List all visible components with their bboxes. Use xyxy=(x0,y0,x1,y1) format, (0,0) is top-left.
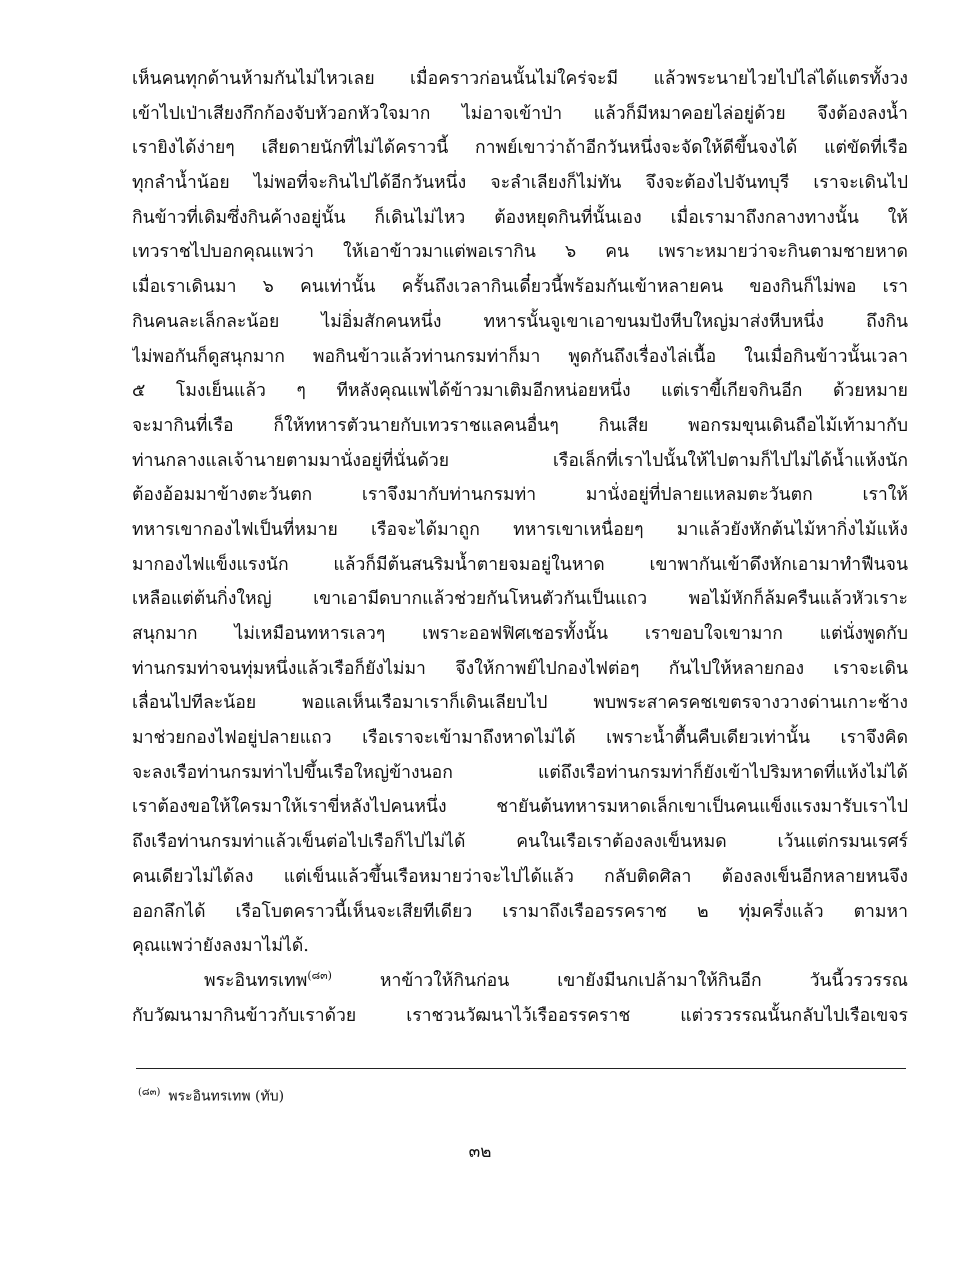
footnote-reference[interactable]: (๘๓) xyxy=(307,969,332,983)
text-line: ๕ โมงเย็นแล้ว ๆ ทีหลังคุณแพได้ข้าวมาเติมอีกหน่อยหนึ่ง แต่เราขี้เกียจกินอีก ด้วยหมาย xyxy=(132,381,908,402)
text-line: เมื่อเราเดินมา ๖ คนเท่านั้น ครั้นถึงเวลากินเดี๋ยวนี้พร้อมกันเข้าหลายคน ของกินก็ไม่พอ เรา xyxy=(132,277,908,298)
footnote-text: พระอินทรเทพ (ทับ) xyxy=(168,1088,285,1105)
text-line: เหลือแต่ต้นกิ่งใหญ่ เขาเอามีดบากแล้วช่วยกันโหนตัวกันเป็นแถว พอไม้หักก็ล้มครืนแล้วหัวเราะ xyxy=(132,589,908,610)
text-line: เรายิงได้ง่ายๆ เสียดายนักที่ไม่ได้คราวนี้ กาพย์เขาว่าถ้าอีกวันหนึ่งจะจัดให้ดีขึ้นจงได้ แต่ขัดที่เรือ xyxy=(132,138,908,159)
text-line: เลื่อนไปทีละน้อย พอแลเห็นเรือมาเราก็เดินเลียบไป พบพระสาครคชเขตรจางวางด่านเกาะช้าง xyxy=(132,693,908,714)
text-line: ท่านกลางแลเจ้านายตามมานั่งอยู่ที่นั่นด้วย เรือเล็กที่เราไปนั้นให้ไปตามก็ไปไม่ได้น้ำแห้งนัก xyxy=(132,450,908,471)
text-line: ออกลึกได้ เรือโบตคราวนี้เห็นจะเสียทีเดียว เรามาถึงเรืออรรคราช ๒ ทุ่มครึ่งแล้ว ตามหา xyxy=(132,901,908,922)
paragraph-2-first-line xyxy=(132,964,908,999)
text-line: ทุกลำน้ำน้อย ไม่พอที่จะกินไปได้อีกวันหนึ่ง จะลำเลียงก็ไม่ทัน จึงจะต้องไปจันทบุรี เราจะเดินไป xyxy=(132,173,908,194)
text-line: เข้าไปเป่าเสียงกึกก้องจับหัวอกหัวใจมาก ไม่อาจเข้าป่า แล้วก็มีหมาคอยไล่อยู่ด้วย จึงต้องลงน้ำ xyxy=(132,103,908,124)
paragraph-2-start: พระอินทรเทพ xyxy=(204,970,308,991)
text-line: คุณแพว่ายังลงมาไม่ได้. xyxy=(132,936,309,957)
page-number: ๓๒ xyxy=(468,1142,492,1162)
text-line: สนุกมาก ไม่เหมือนทหารเลวๆ เพราะออฟฟิศเชอรทั้งนั้น เราขอบใจเขามาก แต่นั่งพูดกับ xyxy=(132,624,908,644)
text-line: กินข้าวที่เดิมซึ่งกินค้างอยู่นั้น ก็เดินไม่ไหว ต้องหยุดกินที่นั้นเอง เมื่อเรามาถึงกลางทางนั้น ให้ xyxy=(132,207,908,228)
footnote-mark: (๘๓) xyxy=(138,1087,161,1098)
text-line: ถึงเรือท่านกรมท่าแล้วเข็นต่อไปเรือก็ไปไม่ได้ คนในเรือเราต้องลงเข็นหมด เว้นแต่กรมนเรศร์ xyxy=(132,832,908,853)
text-line: ไม่พอกันก็ดูสนุกมาก พอกินข้าวแล้วท่านกรมท่าก็มา พูดกันถึงเรื่องไล่เนื้อ ในเมื่อกินข้าวนั้นเวลา xyxy=(132,346,908,367)
text-line: จะลงเรือท่านกรมท่าไปขึ้นเรือใหญ่ข้างนอก แต่ถึงเรือท่านกรมท่าก็ยังเข้าไปริมหาดที่แห้งไม่ได้ xyxy=(132,762,908,783)
text-line: เทวราชไปบอกคุณแพว่า ให้เอาข้าวมาแต่พอเรากิน ๖ คน เพราะหมายว่าจะกินตามชายหาด xyxy=(132,242,908,263)
text-line: ต้องอ้อมมาข้างตะวันตก เราจึงมากับท่านกรมท่า มานั่งอยู่ที่ปลายแหลมตะวันตก เราให้ xyxy=(132,485,908,506)
text-line: จะมากินที่เรือ ก็ให้ทหารตัวนายกับเทวราชแลคนอื่นๆ กินเสีย พอกรมขุนเดินถือไม้เท้ามากับ xyxy=(132,415,908,436)
text-line: มากองไฟแข็งแรงนัก แล้วก็มีต้นสนริมน้ำตายจมอยู่ในหาด เขาพากันเข้าดึงหักเอามาทำฟืนจน xyxy=(132,554,908,575)
text-line: กับวัฒนามากินข้าวกับเราด้วย เราชวนวัฒนาไว้เรืออรรคราช แต่วรวรรณนั้นกลับไปเรือเขจร xyxy=(132,1005,908,1026)
text-line: ท่านกรมท่าจนทุ่มหนึ่งแล้วเรือก็ยังไม่มา จึงให้กาพย์ไปกองไฟต่อๆ กันไปให้หลายกอง เราจะเดิน xyxy=(132,658,908,679)
paragraph-2-rest: หาข้าวให้กินก่อน เขายังมีนกเปล้ามาให้กินอีก วันนี้วรวรรณ xyxy=(331,970,908,991)
footnote-divider xyxy=(136,1068,906,1069)
text-line: คนเดียวไม่ได้ลง แต่เข็นแล้วขึ้นเรือหมายว่าจะไปได้แล้ว กลับติดศิลา ต้องลงเข็นอีกหลายหนจึง xyxy=(132,866,908,887)
text-line: เห็นคนทุกด้านห้ามกันไม่ไหวเลย เมื่อคราวก่อนนั้นไม่ใคร่จะมี แล้วพระนายไวยไปไล่ได้แตรทั้งวง xyxy=(132,69,908,89)
text-line: ทหารเขากองไฟเป็นที่หมาย เรือจะได้มาถูก ทหารเขาเหนื่อยๆ มาแล้วยังหักต้นไม้หากิ่งไม้แห้ง xyxy=(132,519,908,540)
text-line: กินคนละเล็กละน้อย ไม่อิ่มสักคนหนึ่ง ทหารนั้นจูเขาเอาขนมปังหีบใหญ่มาส่งหีบหนึ่ง ถึงกิน xyxy=(132,311,908,332)
footnote xyxy=(138,1085,284,1108)
text-line: เราต้องขอให้ใครมาให้เราขี่หลังไปคนหนึ่ง ชายันต้นทหารมหาดเล็กเขาเป็นคนแข็งแรงมารับเราไป xyxy=(132,797,908,818)
text-line: มาช่วยกองไฟอยู่ปลายแถว เรือเราจะเข้ามาถึงหาดไม่ได้ เพราะน้ำตื้นคืบเดียวเท่านั้น เราจึงคิด xyxy=(132,728,908,749)
body-text xyxy=(132,62,908,1033)
